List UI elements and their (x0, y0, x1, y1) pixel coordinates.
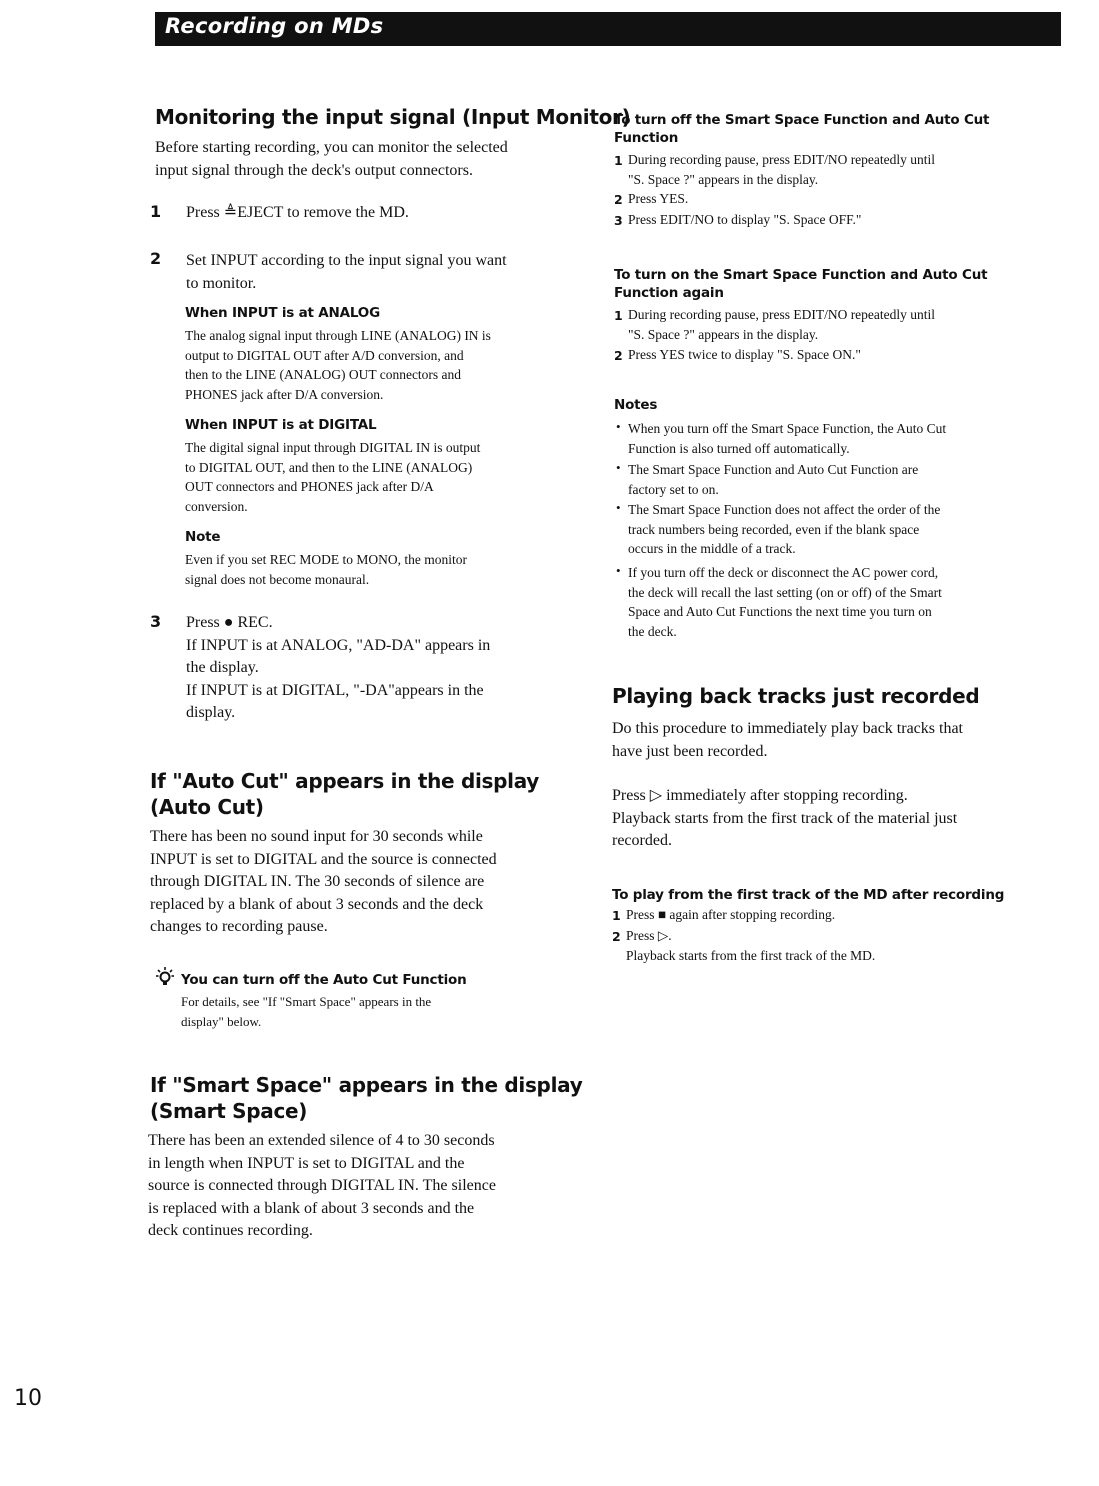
turn-on-step-1-text: During recording pause, press EDIT/NO repeatedly until "S. Space ?" appears in the display. (628, 307, 936, 342)
playback-title: Playing back tracks just recorded (612, 684, 980, 708)
note-item: If you turn off the deck or disconnect the AC power cord, the deck will recall the last setting (on or off) of the Smart Space and Auto Cut Functions the next time you turn on the deck. (628, 565, 942, 639)
step-2-text: Set INPUT according to the input signal you want to monitor. (186, 252, 507, 292)
note-bullet: • (616, 563, 621, 578)
first-track-step-2-text: Press ▷. Playback starts from the first track of the MD. (626, 928, 876, 963)
playback-intro: Do this procedure to immediately play back tracks that have just been recorded. (612, 720, 963, 760)
playback-press: Press ▷ immediately after stopping recording. Playback starts from the first track of the material just recorded. (612, 787, 958, 849)
monitoring-intro: Before starting recording, you can monitor the selected input signal through the deck's output connectors. (155, 139, 508, 179)
smartspace-text: There has been an extended silence of 4 to 30 seconds in length when INPUT is set to DIGITAL and the source is connected through DIGITAL IN. The silence is replaced with a blank of about 3 seconds and the deck continues recording. (148, 1132, 496, 1239)
note-item: The Smart Space Function and Auto Cut Function are factory set to on. (628, 462, 919, 497)
analog-text: The analog signal input through LINE (ANALOG) IN is output to DIGITAL OUT after A/D conversion, and then to the LINE (ANALOG) OUT connectors and PHONES jack after D/A conversion. (185, 328, 491, 402)
tip-text: For details, see "If "Smart Space" appears in the display" below. (181, 994, 432, 1029)
note-heading: Note (185, 529, 221, 545)
note-item: When you turn off the Smart Space Function, the Auto Cut Function is also turned off automatically. (628, 421, 947, 456)
notes-heading: Notes (614, 397, 658, 413)
step-number-3: 3 (150, 612, 162, 631)
turn-on-heading: To turn on the Smart Space Function and Auto Cut Function again (614, 267, 988, 301)
turn-on-step-2-number: 2 (614, 348, 623, 363)
first-track-step-1-text: Press ■ again after stopping recording. (626, 907, 836, 922)
tip-heading: You can turn off the Auto Cut Function (181, 972, 467, 988)
note-bullet: • (616, 460, 621, 475)
step-1-text: Press ≜EJECT to remove the MD. (186, 204, 409, 221)
header-title: Recording on MDs (165, 14, 384, 38)
page-number: 10 (14, 1386, 42, 1411)
autocut-text: There has been no sound input for 30 seconds while INPUT is set to DIGITAL and the source is connected through DIGITAL IN. The 30 seconds of silence are replaced by a blank of about 3 seconds and the deck changes to recording pause. (150, 828, 497, 935)
first-track-heading: To play from the first track of the MD after recording (612, 887, 1005, 903)
turn-on-step-1-number: 1 (614, 308, 623, 323)
smartspace-title: If "Smart Space" appears in the display (Smart Space) (150, 1073, 583, 1123)
turn-off-step-3-number: 3 (614, 213, 623, 228)
note-text: Even if you set REC MODE to MONO, the monitor signal does not become monaural. (185, 552, 467, 587)
turn-off-step-2-text: Press YES. (628, 191, 689, 206)
autocut-title: If "Auto Cut" appears in the display (Auto Cut) (150, 769, 540, 819)
turn-off-step-1-number: 1 (614, 153, 623, 168)
monitoring-title: Monitoring the input signal (Input Monitor) (155, 105, 631, 129)
first-track-step-2-number: 2 (612, 929, 621, 944)
step-number-1: 1 (150, 202, 162, 221)
turn-on-step-2-text: Press YES twice to display "S. Space ON." (628, 347, 861, 362)
lightbulb-tip-icon (155, 966, 175, 988)
turn-off-step-1-text: During recording pause, press EDIT/NO repeatedly until "S. Space ?" appears in the display. (628, 152, 936, 187)
note-bullet: • (616, 419, 621, 434)
first-track-step-1-number: 1 (612, 908, 621, 923)
digital-text: The digital signal input through DIGITAL IN is output to DIGITAL OUT, and then to the LINE (ANALOG) OUT connectors and PHONES jack after D/A conversion. (185, 440, 481, 514)
turn-off-step-3-text: Press EDIT/NO to display "S. Space OFF." (628, 212, 862, 227)
step-3-text: Press ● REC. If INPUT is at ANALOG, "AD-DA" appears in the display. If INPUT is at DIGITAL, "-DA"appears in the display. (186, 614, 491, 721)
note-item: The Smart Space Function does not affect the order of the track numbers being recorded, even if the blank space occurs in the middle of a track. (628, 502, 941, 556)
digital-heading: When INPUT is at DIGITAL (185, 417, 377, 433)
step-number-2: 2 (150, 249, 162, 268)
note-bullet: • (616, 500, 621, 515)
turn-off-step-2-number: 2 (614, 192, 623, 207)
analog-heading: When INPUT is at ANALOG (185, 305, 380, 321)
turn-off-heading: To turn off the Smart Space Function and Auto Cut Function (614, 112, 990, 146)
